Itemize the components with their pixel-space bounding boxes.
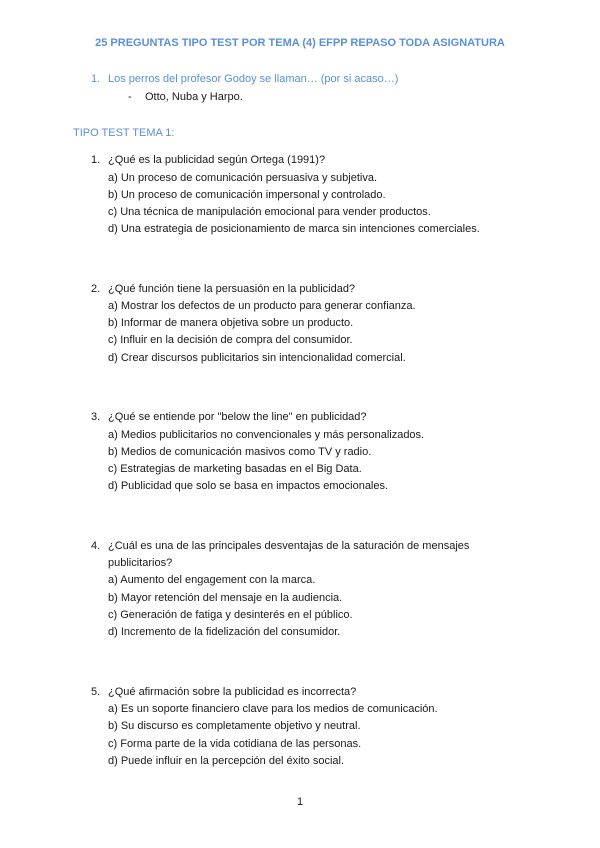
question-text: ¿Qué es la publicidad según Ortega (1991)? <box>108 154 326 166</box>
question-text: ¿Qué se entiende por "below the line" en publicidad? <box>108 411 367 423</box>
intro-answer: Otto, Nuba y Harpo. <box>145 91 243 103</box>
option-a: a) Aumento del engagement con la marca. <box>108 574 316 586</box>
page-number: 1 <box>296 796 304 808</box>
question-number: 1. <box>91 154 101 166</box>
option-d: d) Puede influir en la percepción del éxito social. <box>108 755 345 767</box>
option-b: b) Informar de manera objetiva sobre un producto. <box>108 317 354 329</box>
option-a: a) Es un soporte financiero clave para los medios de comunicación. <box>108 703 438 715</box>
question-number: 2. <box>91 283 101 295</box>
option-b: b) Medios de comunicación masivos como TV y radio. <box>108 446 372 458</box>
option-a: a) Mostrar los defectos de un producto para generar confianza. <box>108 300 416 312</box>
intro-bullet: - <box>128 91 132 103</box>
option-d: d) Una estrategia de posicionamiento de marca sin intenciones comerciales. <box>108 223 480 235</box>
option-c: c) Estrategias de marketing basadas en el Big Data. <box>108 463 362 475</box>
question-number: 5. <box>91 686 101 698</box>
intro-number: 1. <box>91 73 101 85</box>
intro-question: Los perros del profesor Godoy se llaman… (por si acaso…) <box>108 73 399 85</box>
option-c: c) Generación de fatiga y desinterés en el público. <box>108 609 353 621</box>
option-a: a) Medios publicitarios no convencionales y más personalizados. <box>108 429 425 441</box>
question-text-line-1: ¿Cuál es una de las principales desventajas de la saturación de mensajes <box>108 540 470 552</box>
option-c: c) Forma parte de la vida cotidiana de las personas. <box>108 738 362 750</box>
section-heading: TIPO TEST TEMA 1: <box>73 127 175 139</box>
option-c: c) Una técnica de manipulación emocional para vender productos. <box>108 206 431 218</box>
option-c: c) Influir en la decisión de compra del consumidor. <box>108 334 353 346</box>
option-b: b) Su discurso es completamente objetivo y neutral. <box>108 720 361 732</box>
option-d: d) Incremento de la fidelización del consumidor. <box>108 626 341 638</box>
option-b: b) Un proceso de comunicación impersonal y controlado. <box>108 189 386 201</box>
question-text: ¿Qué afirmación sobre la publicidad es incorrecta? <box>108 686 357 698</box>
option-d: d) Crear discursos publicitarios sin intencionalidad comercial. <box>108 352 406 364</box>
option-b: b) Mayor retención del mensaje en la audiencia. <box>108 592 343 604</box>
document-title: 25 PREGUNTAS TIPO TEST POR TEMA (4) EFPP REPASO TODA ASIGNATURA <box>95 37 505 49</box>
question-text-line-2: publicitarios? <box>108 557 173 569</box>
option-a: a) Un proceso de comunicación persuasiva y subjetiva. <box>108 172 378 184</box>
question-number: 4. <box>91 540 101 552</box>
question-text: ¿Qué función tiene la persuasión en la publicidad? <box>108 283 356 295</box>
option-d: d) Publicidad que solo se basa en impactos emocionales. <box>108 480 389 492</box>
question-number: 3. <box>91 411 101 423</box>
